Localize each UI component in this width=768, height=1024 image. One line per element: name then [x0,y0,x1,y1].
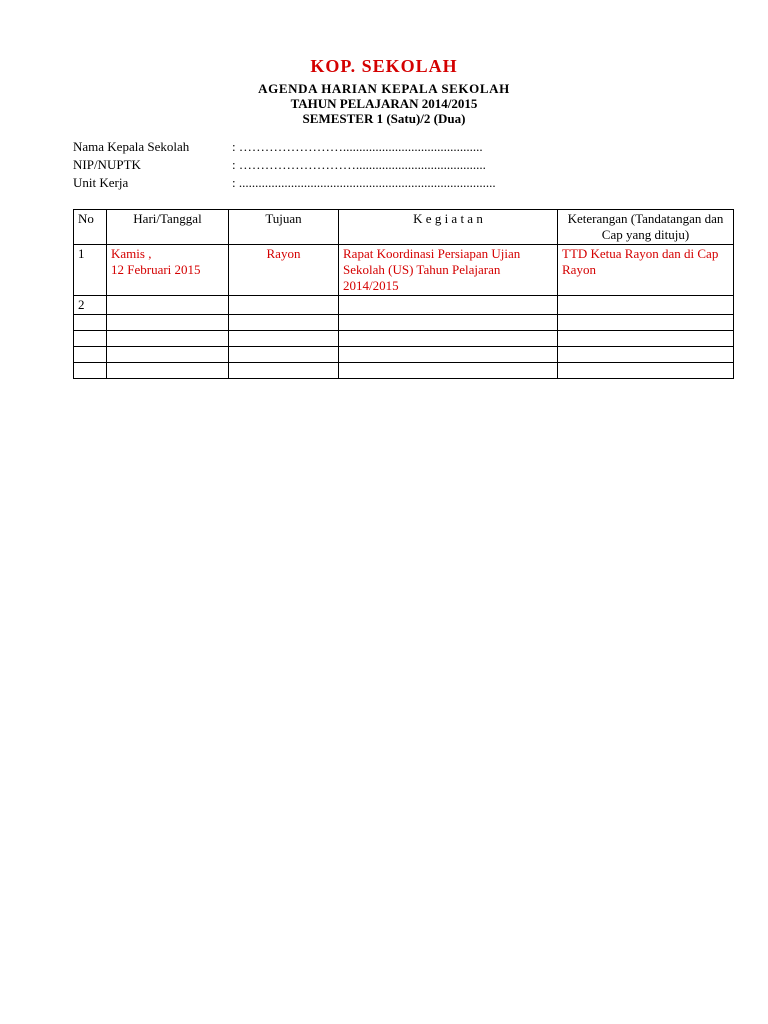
info-row-nama [73,139,483,155]
row-hari-tanggal [107,347,229,363]
agenda-title: AGENDA HARIAN KEPALA SEKOLAH [258,81,510,96]
table-row [74,245,734,296]
row-no [74,331,107,347]
row-tujuan [229,347,339,363]
row-hari-tanggal [107,245,229,296]
row-keterangan [558,331,734,347]
info-row-unit [73,175,496,191]
row-no: 1 [74,245,107,296]
nip-value: : ………………………........................................ [232,157,486,172]
unit-value: : ............................................................................... [232,175,496,190]
table-row [74,363,734,379]
row-hari: Kamis , [111,246,152,261]
semester: SEMESTER 1 (Satu)/2 (Dua) [302,111,466,126]
row-kegiatan [339,347,558,363]
row-tujuan [229,315,339,331]
row-keterangan [558,363,734,379]
kop-sekolah-title: KOP. SEKOLAH [310,56,458,76]
row-keterangan [558,347,734,363]
row-no [74,347,107,363]
row-tanggal: 12 Februari 2015 [111,262,201,277]
row-kegiatan [339,363,558,379]
table-row [74,347,734,363]
table-row [74,331,734,347]
row-tujuan [229,363,339,379]
row-kegiatan [339,296,558,315]
nama-value: : ……………………........................................... [232,139,483,154]
row-hari-tanggal [107,363,229,379]
table-header-row [74,210,734,245]
header-hari-tanggal: Hari/Tanggal [107,210,229,245]
row-keterangan [558,296,734,315]
agenda-table [73,209,734,379]
nip-label: NIP/NUPTK [73,157,141,172]
row-tujuan: Rayon [229,245,339,296]
row-no [74,363,107,379]
info-row-nip [73,157,486,173]
row-keterangan: TTD Ketua Rayon dan di Cap Rayon [558,245,734,296]
header-kegiatan: K e g i a t a n [339,210,558,245]
row-kegiatan [339,315,558,331]
row-kegiatan [339,331,558,347]
tahun-pelajaran: TAHUN PELAJARAN 2014/2015 [290,96,478,111]
row-no [74,315,107,331]
table-row [74,296,734,315]
row-tujuan [229,331,339,347]
row-kegiatan: Rapat Koordinasi Persiapan Ujian Sekolah (US) Tahun Pelajaran 2014/2015 [339,245,558,296]
row-keterangan [558,315,734,331]
row-hari-tanggal [107,331,229,347]
row-tujuan [229,296,339,315]
header-tujuan: Tujuan [229,210,339,245]
row-no: 2 [74,296,107,315]
row-hari-tanggal [107,315,229,331]
header-no: No [74,210,107,245]
row-hari-tanggal [107,296,229,315]
nama-label: Nama Kepala Sekolah [73,139,190,154]
unit-label: Unit Kerja [73,175,129,190]
header-keterangan: Keterangan (Tandatangan dan Cap yang dituju) [558,210,734,245]
table-row [74,315,734,331]
